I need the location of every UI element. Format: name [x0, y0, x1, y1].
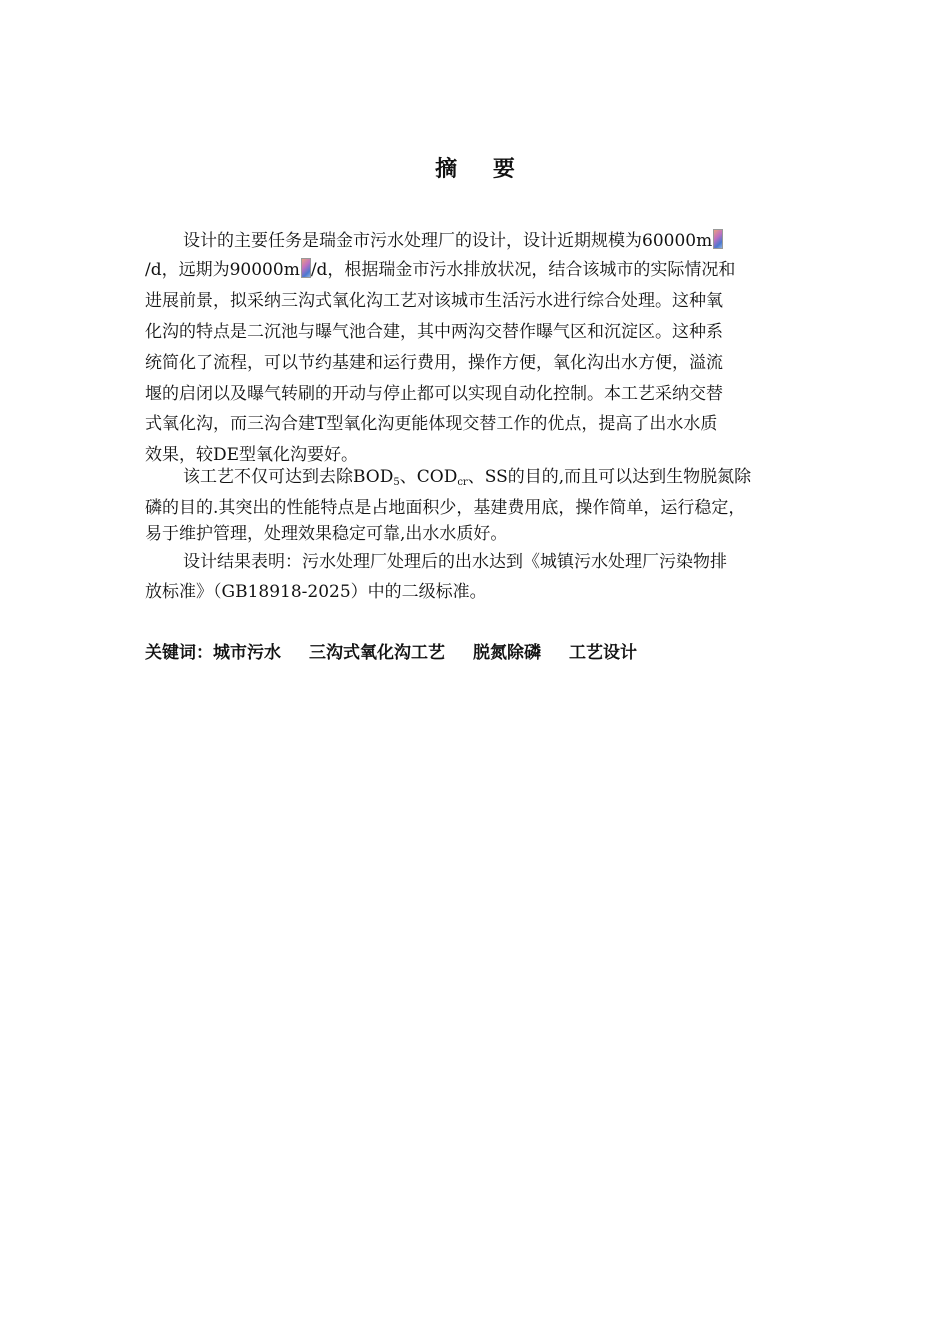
keyword: 三沟式氧化沟工艺 — [309, 643, 445, 663]
subscript: 5 — [393, 477, 400, 488]
keyword: 城市污水 — [213, 643, 281, 663]
text-span: 、SS的目的,而且可以达到生物脱氮除 — [467, 467, 752, 487]
para1-line-4: 化沟的特点是二沉池与曝气池合建，其中两沟交替作曝气区和沉淀区。这种系 — [145, 322, 723, 342]
text-span: 该工艺不仅可达到去除BOD — [183, 467, 394, 487]
para1-line-8: 效果，较DE型氧化沟要好。 — [145, 445, 359, 465]
para2-line-2: 磷的目的.其突出的性能特点是占地面积少，基建费用底，操作简单，运行稳定， — [145, 498, 746, 518]
text-span: /d，根据瑞金市污水排放状况，结合该城市的实际情况和 — [310, 260, 736, 280]
para3-line-1: 设计结果表明：污水处理厂处理后的出水达到《城镇污水处理厂污染物排 — [183, 552, 727, 572]
keyword: 脱氮除磷 — [473, 643, 541, 663]
page-title: 摘 要 — [435, 157, 529, 182]
para1-line-2 — [145, 258, 735, 282]
keywords-line — [145, 638, 637, 663]
text-span: /d，远期为90000m — [145, 260, 300, 280]
para1-line-6: 堰的启闭以及曝气转刷的开动与停止都可以实现自动化控制。本工艺采纳交替 — [145, 384, 723, 404]
text-span: 、COD — [399, 467, 458, 487]
para2-line-3: 易于维护管理，处理效果稳定可靠,出水水质好。 — [145, 524, 508, 544]
para1-line-3: 进展前景，拟采纳三沟式氧化沟工艺对该城市生活污水进行综合处理。这种氧 — [145, 291, 723, 311]
para2-line-1 — [183, 465, 751, 489]
cubic-unit-image — [713, 229, 723, 249]
para1-line-1 — [183, 229, 723, 253]
cubic-unit-image — [301, 258, 311, 278]
subscript: cr — [457, 477, 468, 488]
text-span: 设计的主要任务是瑞金市污水处理厂的设计，设计近期规模为60000m — [183, 231, 713, 251]
keywords-label: 关键词： — [145, 643, 213, 663]
para1-line-5: 统简化了流程，可以节约基建和运行费用，操作方便，氧化沟出水方便，溢流 — [145, 353, 723, 373]
keyword: 工艺设计 — [569, 643, 637, 663]
para3-line-2: 放标准》（GB18918-2025）中的二级标准。 — [145, 582, 487, 602]
para1-line-7: 式氧化沟，而三沟合建T型氧化沟更能体现交替工作的优点，提高了出水水质 — [145, 414, 718, 434]
